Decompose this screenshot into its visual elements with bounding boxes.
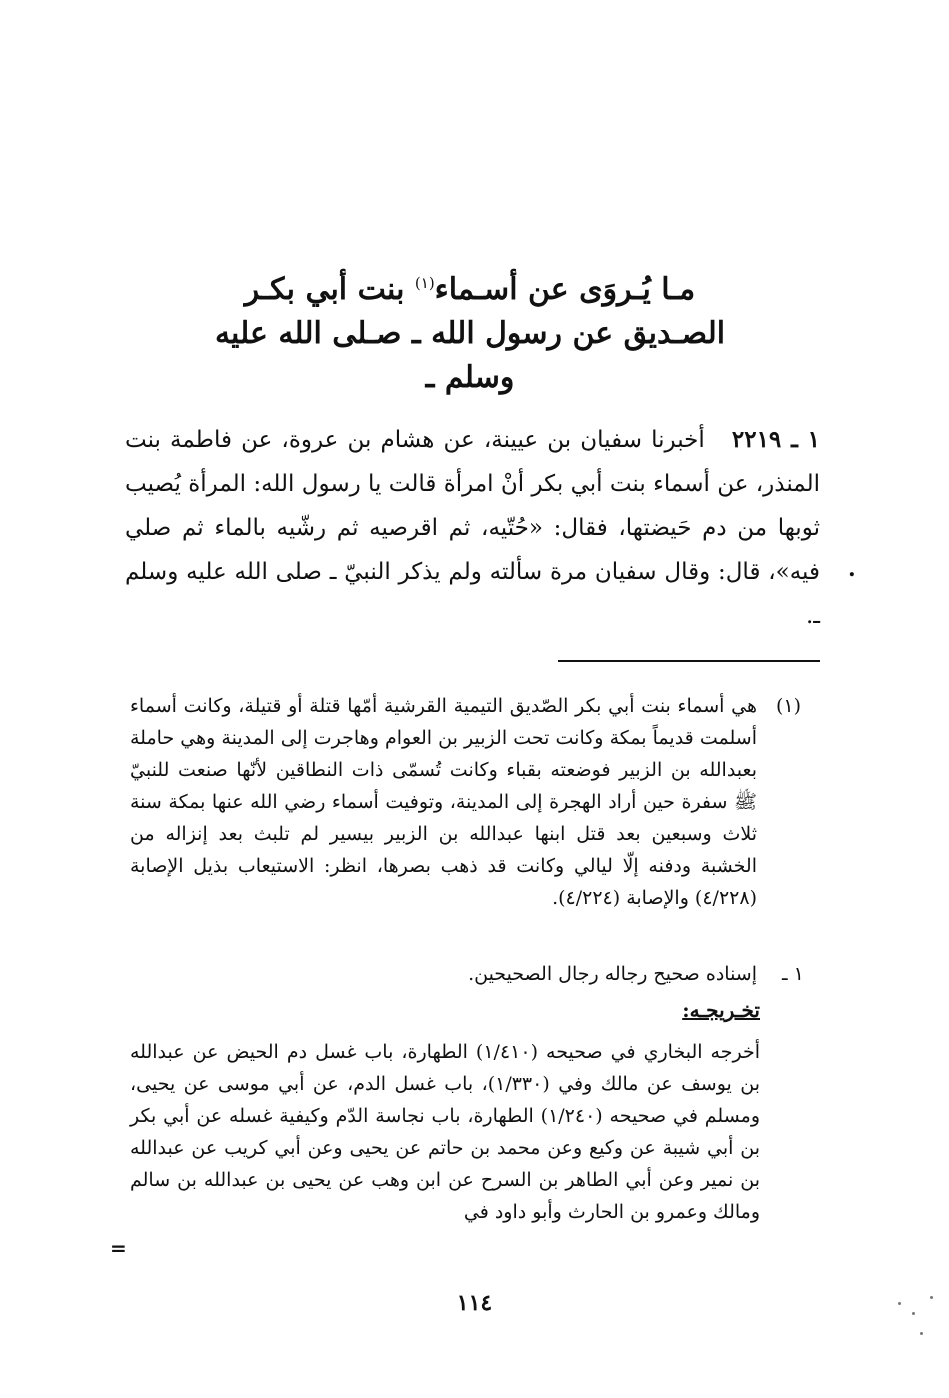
hadith-text: أخبرنا سفيان بن عيينة، عن هشام بن عروة، عن فاطمة بنت المنذر، عن أسماء بنت أبي بكر أنْ امرأة قالت يا رسول الله: المرأة يُصيب ثوبها من دم حَيضتها، فقال: «حُتّيه، ثم اقرصيه ثم رشّيه بالماء ثم صلي فيه»، قال: وقال سفيان مرة سألته ولم يذكر النبيّ ـ صلى الله عليه وسلم ـ. bbox=[125, 427, 820, 629]
hadith-paragraph bbox=[125, 418, 820, 638]
hadith-number: ١ ـ ٢٢١٩ bbox=[731, 426, 820, 453]
page-number: ١١٤ bbox=[456, 1290, 493, 1316]
heading-line-1-end: بنت أبي بكـر bbox=[244, 272, 405, 307]
continuation-mark: = bbox=[110, 1236, 127, 1260]
scan-speck bbox=[898, 1302, 901, 1305]
scan-speck bbox=[912, 1312, 915, 1315]
heading-line-2: الصـديق عن رسول الله ـ صـلى الله عليه bbox=[214, 316, 726, 351]
scan-speck bbox=[920, 1332, 923, 1335]
footnote-1-text: هي أسماء بنت أبي بكر الصّديق التيمية القرشية أمّها قتلة أو قتيلة، وكانت أسماء أسلمت قديماً بمكة وكانت تحت الزبير بن العوام وهاجرت إلى المدينة وهي حاملة بعبدالله بن الزبير فوضعته بقباء وكانت تُسمّى ذات النطاقين لأنّها صنعت للنبيّ ﷺ سفرة حين أراد الهجرة إلى المدينة، وتوفيت أسماء رضي الله عنها بمكة سنة ثلاث وسبعين بعد قتل ابنها عبدالله بن الزبير بيسير لم تلبث بعد إنزاله من الخشبة ودفنه إلّا ليالي وكانت قد ذهب بصرها، انظر: الاستيعاب بذيل الإصابة (٤/٢٢٨) والإصابة (٤/٢٢٤). bbox=[130, 695, 757, 909]
takhrij-heading: تخـريجـه: bbox=[682, 998, 760, 1022]
footnote-2-marker: ١ ـ bbox=[782, 963, 804, 985]
heading-line-3: وسلم ـ bbox=[425, 360, 515, 395]
chapter-heading bbox=[170, 268, 770, 400]
takhrij-text: أخرجه البخاري في صحيحه (١/٤١٠) الطهارة، باب غسل دم الحيض عن عبدالله بن يوسف عن مالك وفي (١/٣٣٠)، باب غسل الدم، عن أبي موسى عن يحيى، ومسلم في صحيحه (١/٢٤٠) الطهارة، باب نجاسة الدّم وكيفية غسله عن أبي بكر بن أبي شيبة عن وكيع وعن محمد بن حاتم عن يحيى وعن أبي كريب عن عبدالله بن نمير وعن أبي الطاهر بن السرح عن ابن وهب عن يحيى بن عبدالله بن سالم ومالك وعمرو بن الحارث وأبو داود في bbox=[130, 1041, 760, 1223]
footnote-divider bbox=[558, 660, 820, 662]
takhrij-heading-row bbox=[130, 994, 760, 1027]
margin-mark: . bbox=[848, 556, 856, 582]
heading-line-1-start: مـا يُـروَى عن أسـماء bbox=[434, 272, 696, 307]
footnote-reference: (١) bbox=[414, 274, 435, 292]
heading-line-1 bbox=[170, 268, 770, 312]
footnote-1-marker: (١) bbox=[776, 695, 802, 717]
scan-speck bbox=[930, 1296, 933, 1299]
footnote-2-text: إسناده صحيح رجاله رجال الصحيحين. bbox=[468, 963, 757, 985]
